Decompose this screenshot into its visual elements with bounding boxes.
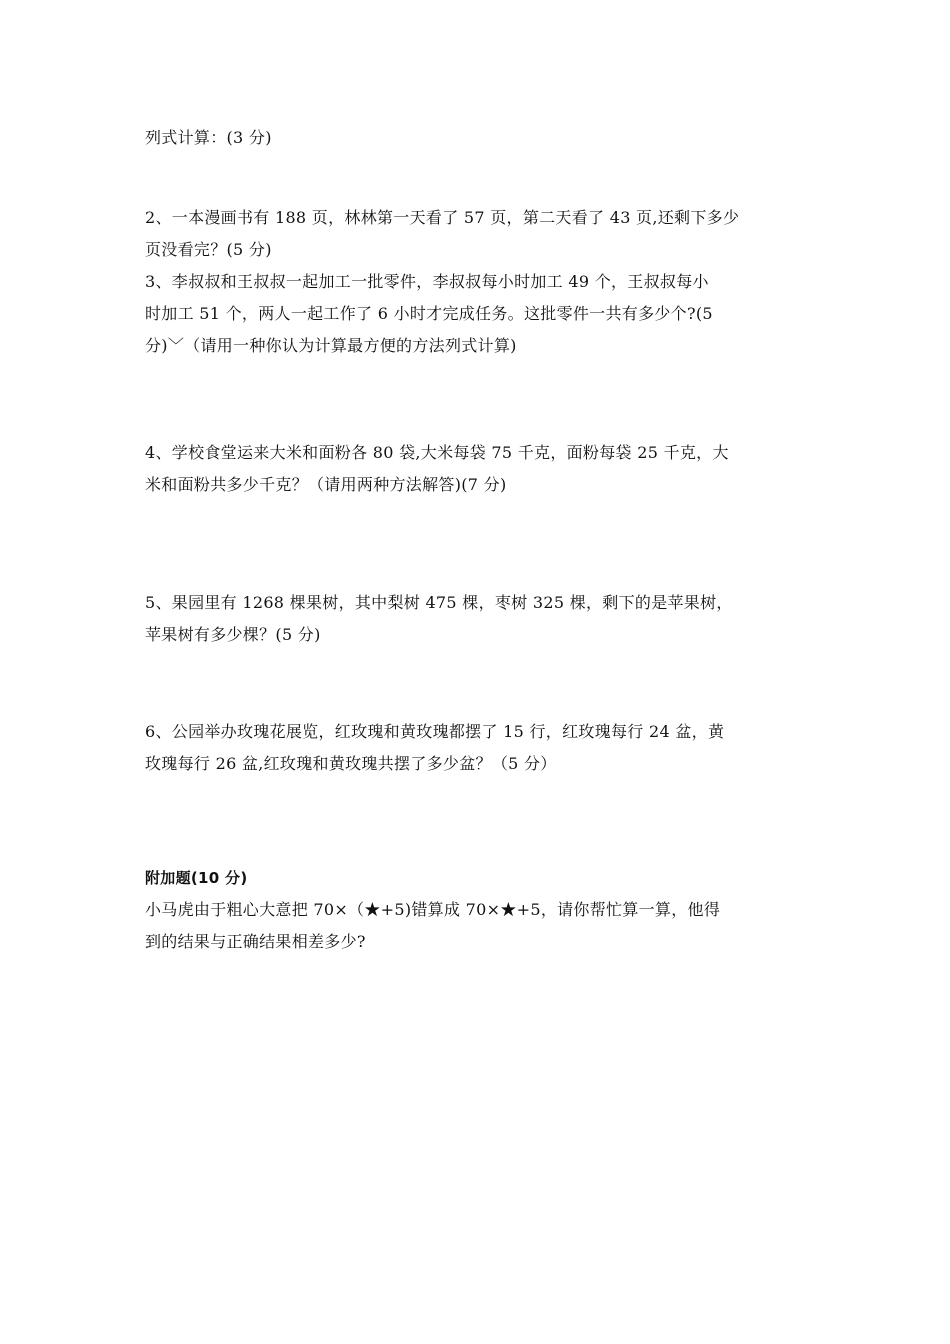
- question-4: [145, 437, 810, 501]
- question-6: [145, 716, 810, 780]
- question-3: [145, 266, 810, 362]
- question-3-line-2: 时加工 51 个，两人一起工作了 6 小时才完成任务。这批零件一共有多少个?(5: [145, 304, 713, 323]
- question-2: [145, 202, 810, 266]
- bonus-line-2: 到的结果与正确结果相差多少?: [145, 932, 366, 951]
- bonus-line-1: 小马虎由于粗心大意把 70×（★+5)错算成 70×★+5，请你帮忙算一算，他得: [145, 900, 721, 919]
- bonus-title: 附加题(10 分): [145, 869, 248, 887]
- bonus-question: [145, 862, 810, 958]
- question-5-line-1: 5、果园里有 1268 棵果树，其中梨树 475 棵，枣树 325 棵，剩下的是苹果树，: [145, 593, 733, 612]
- question-1-instruction: [145, 122, 810, 154]
- question-2-line-2: 页没看完？(5 分): [145, 240, 272, 259]
- question-6-line-2: 玫瑰每行 26 盆,红玫瑰和黄玫瑰共摆了多少盆？（5 分）: [145, 754, 557, 773]
- question-1-line-1: 列式计算：(3 分): [145, 128, 272, 147]
- question-6-line-1: 6、公园举办玫瑰花展览，红玫瑰和黄玫瑰都摆了 15 行，红玫瑰每行 24 盆，黄: [145, 722, 725, 741]
- question-3-line-3: 分)﹀（请用一种你认为计算最方便的方法列式计算): [145, 336, 517, 355]
- question-2-line-1: 2、一本漫画书有 188 页，林林第一天看了 57 页，第二天看了 43 页,还剩下多少: [145, 208, 740, 227]
- question-5: [145, 587, 810, 651]
- question-5-line-2: 苹果树有多少棵？(5 分): [145, 625, 321, 644]
- question-3-line-1: 3、李叔叔和王叔叔一起加工一批零件，李叔叔每小时加工 49 个，王叔叔每小: [145, 272, 709, 291]
- question-4-line-2: 米和面粉共多少千克？（请用两种方法解答)(7 分): [145, 475, 507, 494]
- question-4-line-1: 4、学校食堂运来大米和面粉各 80 袋,大米每袋 75 千克，面粉每袋 25 千克，大: [145, 443, 729, 462]
